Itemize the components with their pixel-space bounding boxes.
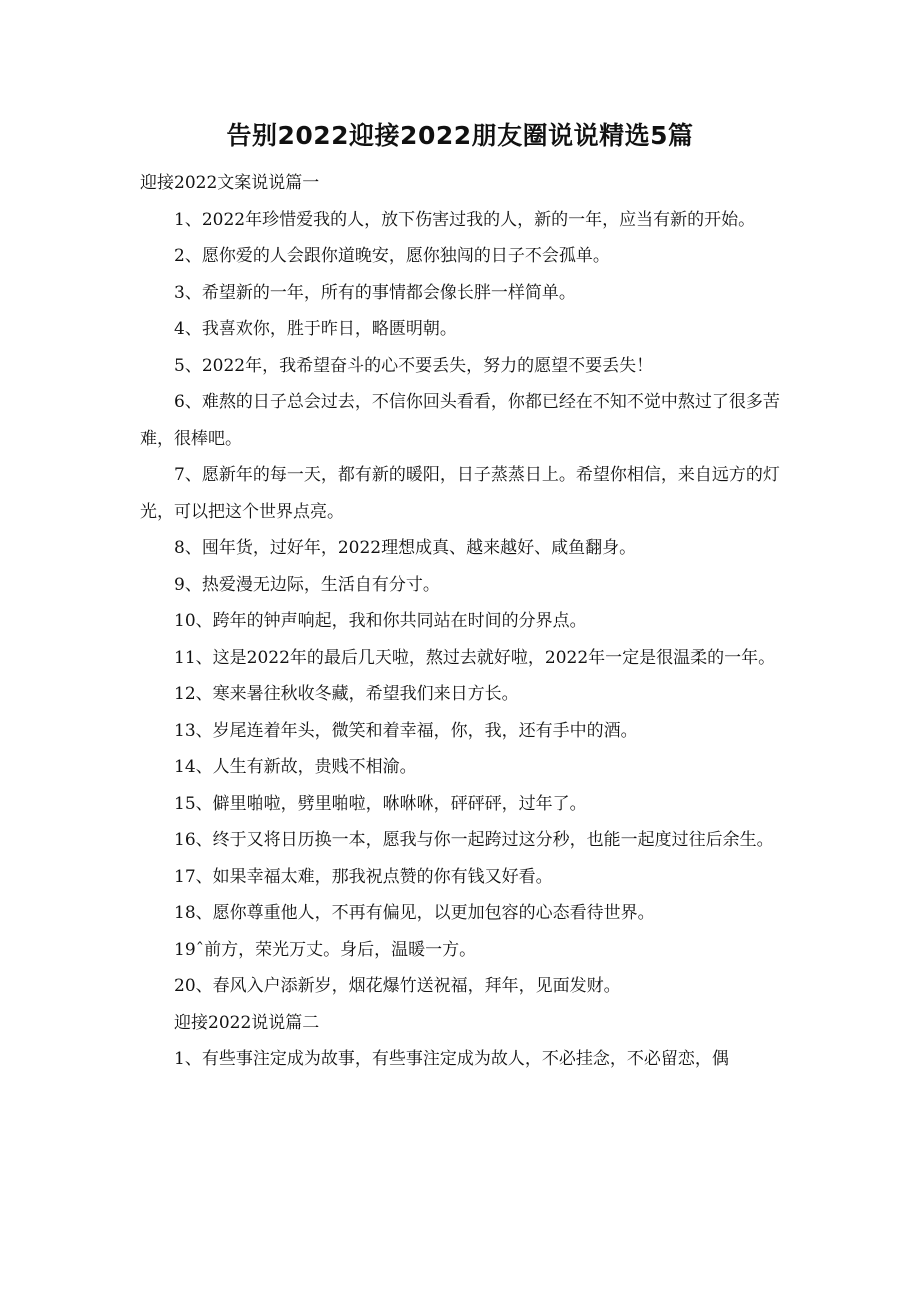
- list-item: 15、僻里啪啦，劈里啪啦，咻咻咻，砰砰砰，过年了。: [174, 793, 587, 814]
- list-item: 11、这是2022年的最后几天啦，熬过去就好啦，2022年一定是很温柔的一年。: [174, 647, 776, 668]
- list-item: 9、热爱漫无边际，生活自有分寸。: [174, 574, 440, 595]
- list-item: 20、春风入户添新岁，烟花爆竹送祝福，拜年，见面发财。: [174, 976, 621, 996]
- list-item: 5、2022年，我希望奋斗的心不要丢失，努力的愿望不要丢失！: [174, 355, 654, 376]
- list-item: 13、岁尾连着年头，微笑和着幸福，你，我，还有手中的酒。: [174, 720, 638, 741]
- section-heading: 迎接2022文案说说篇一: [140, 173, 320, 193]
- list-item: 14、人生有新故，贵贱不相渝。: [174, 757, 417, 777]
- list-item: 12、寒来暑往秋收冬藏，希望我们来日方长。: [174, 684, 519, 704]
- list-item: 7、愿新年的每一天，都有新的暖阳，日子蒸蒸日上。希望你相信，来自远方的灯光，可以把这个世界点亮。: [140, 465, 780, 522]
- list-item: 1、2022年珍惜爱我的人，放下伤害过我的人，新的一年，应当有新的开始。: [174, 209, 756, 230]
- section-heading: 迎接2022说说篇二: [174, 1012, 320, 1033]
- list-item: 4、我喜欢你，胜于昨日，略匮明朝。: [174, 319, 457, 339]
- list-item: 17、如果幸福太难，那我祝点赞的你有钱又好看。: [174, 866, 553, 887]
- list-item: 3、希望新的一年，所有的事情都会像长胖一样简单。: [174, 282, 576, 303]
- list-item: 1、有些事注定成为故事，有些事注定成为故人，不必挂念，不必留恋，偶: [174, 1049, 729, 1069]
- list-item: 6、难熬的日子总会过去，不信你回头看看，你都已经在不知不觉中熬过了很多苦难，很棒吧。: [140, 392, 780, 449]
- list-item: 8、囤年货，过好年，2022理想成真、越来越好、咸鱼翻身。: [174, 538, 637, 558]
- document-body: [140, 165, 785, 1078]
- list-item: 16、终于又将日历换一本，愿我与你一起跨过这分秒，也能一起度过往后余生。: [174, 830, 774, 850]
- list-item: 2、愿你爱的人会跟你道晚安，愿你独闯的日子不会孤单。: [174, 246, 610, 266]
- list-item: 18、愿你尊重他人，不再有偏见，以更加包容的心态看待世界。: [174, 903, 655, 923]
- list-item: 19ˆ前方，荣光万丈。身后，温暖一方。: [174, 939, 477, 960]
- list-item: 10、跨年的钟声响起，我和你共同站在时间的分界点。: [174, 611, 587, 631]
- document-title: 告别2022迎接2022朋友圈说说精选5篇: [226, 121, 694, 150]
